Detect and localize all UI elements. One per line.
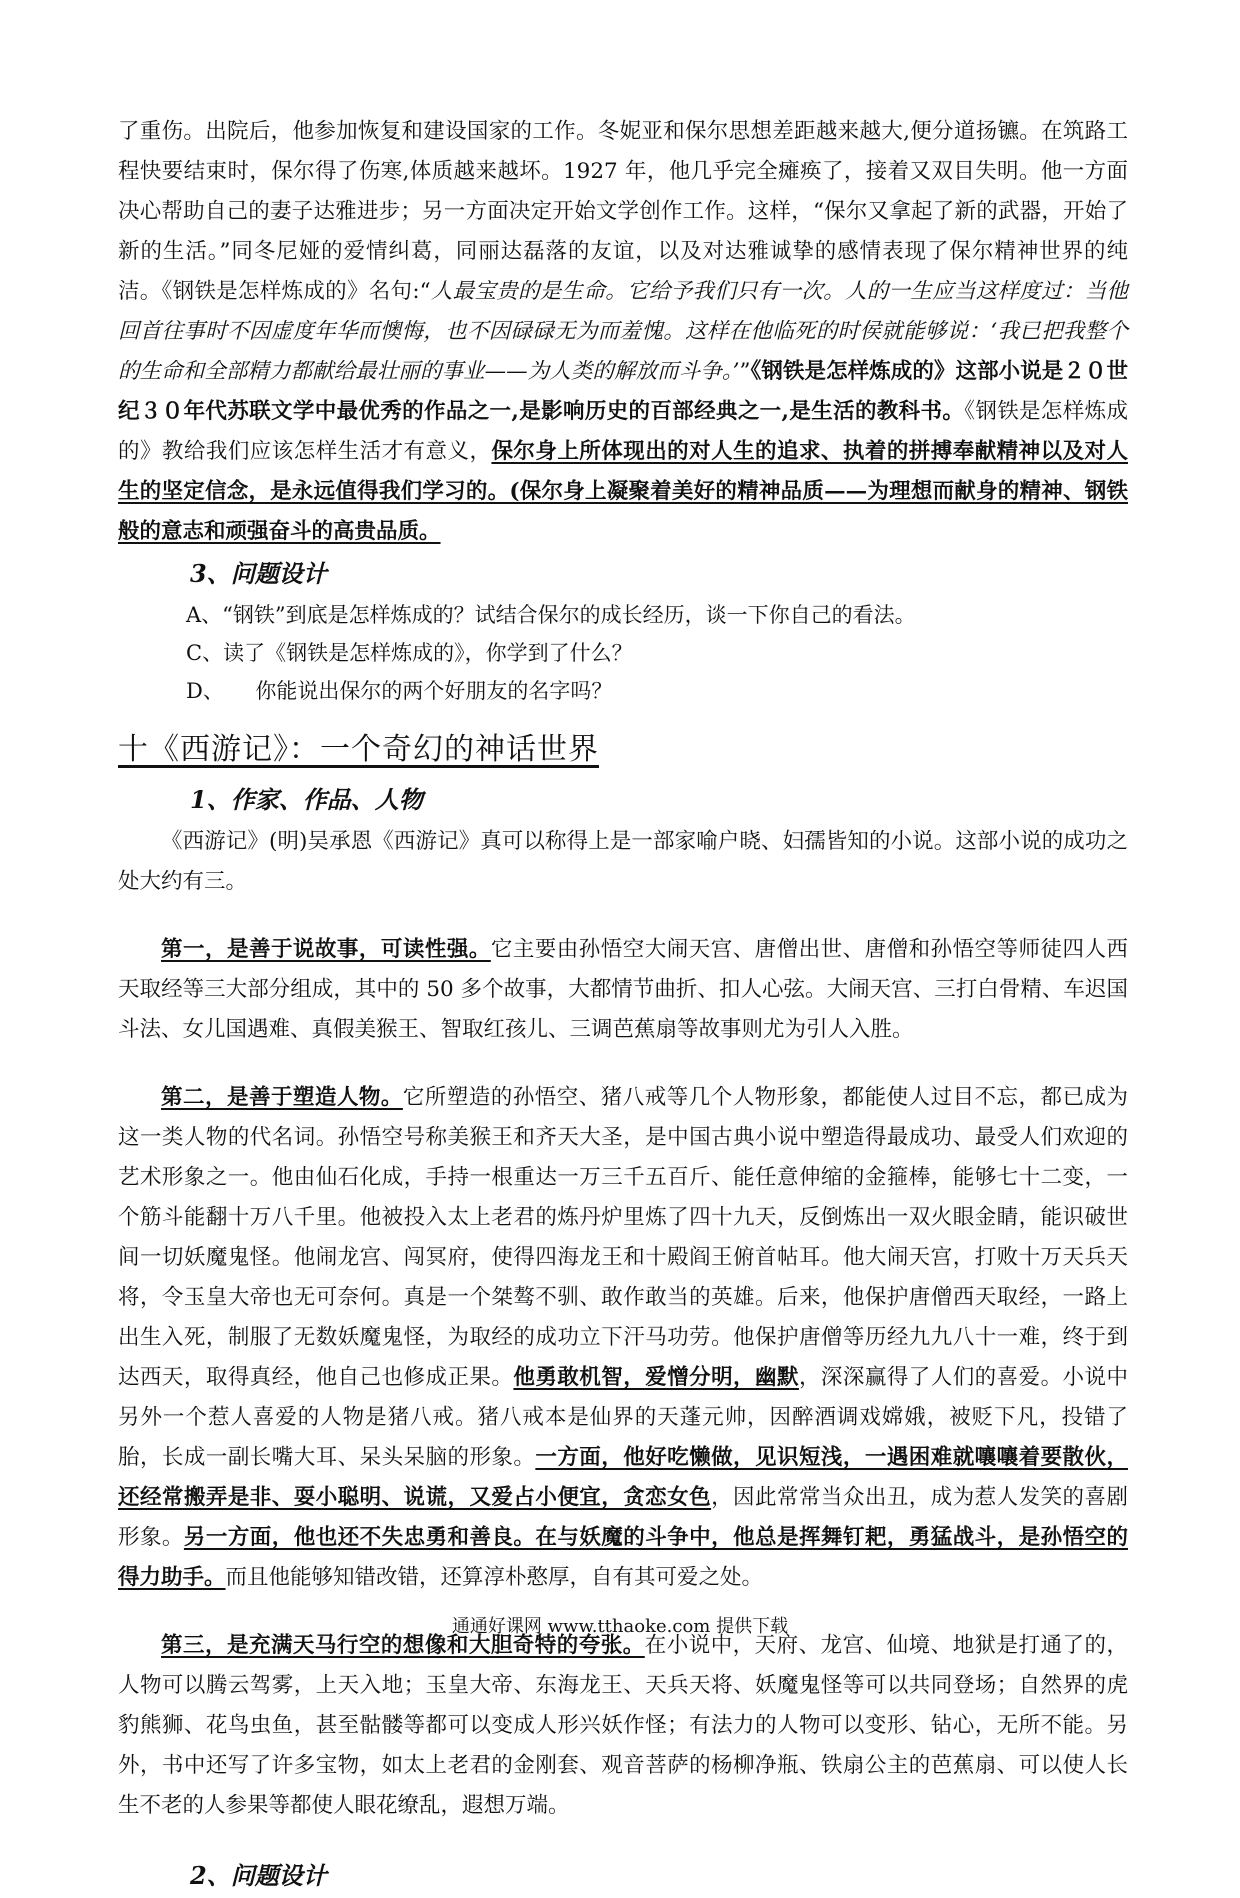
point-two-lead: 第二，是善于塑造人物。 [161, 1085, 403, 1110]
bold-statement: 《钢铁是怎样炼成的》这部小说是２０世纪３０年代苏联文学中最优秀的作品之一,是影响历史的百部经典之一,是生活的教科书。 [118, 359, 1128, 424]
spacer [118, 902, 1128, 930]
point-one-text: 它主要由孙悟空大闹天宫、唐僧出世、唐僧和孙悟空等师徒四人西天取经等三大部分组成，其中的 50 多个故事，大都情节曲折、扣人心弦。大闹天宫、三打白骨精、车迟国斗法、女儿国遇难、真假美猴王、智取红孩儿、三调芭蕉扇等故事则尤为引人入胜。 [118, 937, 1128, 1042]
point-three-text: 在小说中，天府、龙宫、仙境、地狱是打通了的，人物可以腾云驾雾，上天入地；玉皇大帝、东海龙王、天兵天将、妖魔鬼怪等可以共同登场；自然界的虎豹熊狮、花鸟虫鱼，甚至骷髅等都可以变成人形兴妖作怪；有法力的人物可以变形、钻心，无所不能。另外，书中还写了许多宝物，如太上老君的金刚套、观音菩萨的杨柳净瓶、铁扇公主的芭蕉扇、可以使人长生不老的人参果等都使人眼花缭乱，遐想万端。 [118, 1633, 1128, 1818]
point-three-lead: 第三，是充满天马行空的想像和大胆奇特的夸张。 [161, 1633, 645, 1658]
question-item: A、“钢铁”到底是怎样炼成的？试结合保尔的成长经历，谈一下你自己的看法。 [186, 603, 916, 627]
spacer [118, 1826, 1128, 1854]
intro-text-2: 《钢铁是怎样炼成的》教给我们应该怎样生活才有意义， [118, 399, 1128, 464]
chapter-intro-paragraph: 《西游记》(明)吴承恩《西游记》真可以称得上是一部家喻户晓、妇孺皆知的小说。这部小说的成功之处大约有三。 [118, 829, 1128, 894]
section-heading-questions: 3、问题设计 [190, 559, 327, 588]
spacer [118, 1050, 1128, 1078]
point-two-text-2: ，深深赢得了人们的喜爱。小说中另外一个惹人喜爱的人物是猪八戒。猪八戒本是仙界的天蓬元帅，因醉酒调戏嫦娥，被贬下凡，投错了胎，长成一副长嘴大耳、呆头呆脑的形象。 [118, 1365, 1128, 1470]
point-two-paragraph [118, 1078, 1128, 1598]
chapter-title: 十《西游记》：一个奇幻的神话世界 [118, 732, 599, 767]
page-footer: 通通好课网 www.tthaoke.com 提供下载 [451, 1616, 789, 1637]
point-two-text-3: ，因此常常当众出丑，成为惹人发笑的喜剧形象。 [118, 1485, 1128, 1550]
section-heading-author: 1、作家、作品、人物 [190, 785, 423, 814]
point-two-highlight-2: 一方面，他好吃懒做，见识短浅，一遇困难就嚷嚷着要散伙，还经常搬弄是非、耍小聪明、说谎，又爱占小便宜，贪恋女色 [118, 1445, 1128, 1510]
famous-quote: 人最宝贵的是生命。它给予我们只有一次。人的一生应当这样度过：当他回首往事时不因虚度年华而懊悔，也不因碌碌无为而羞愧。这样在他临死的时侯就能够说：‘我已把我整个的生命和全部精力都献给最壮丽的事业——为人类的解放而斗争。’ [118, 279, 1128, 384]
point-three-paragraph [118, 1626, 1128, 1826]
point-two-text-4: 而且他能够知错改错，还算淳朴憨厚，自有其可爱之处。 [225, 1565, 764, 1590]
point-one-lead: 第一，是善于说故事，可读性强。 [161, 937, 491, 962]
quote-close: ” [739, 359, 751, 384]
question-item: D、 你能说出保尔的两个好朋友的名字吗？ [186, 679, 613, 703]
point-two-highlight: 他勇敢机智，爱憎分明，幽默 [513, 1365, 799, 1390]
question-item: C、读了《钢铁是怎样炼成的》，你学到了什么？ [186, 641, 633, 665]
point-two-highlight-3: 另一方面，他也还不失忠勇和善良。在与妖魔的斗争中，他总是挥舞钉耙，勇猛战斗，是孙悟空的得力助手。 [118, 1525, 1128, 1590]
intro-text: 了重伤。出院后，他参加恢复和建设国家的工作。冬妮亚和保尔思想差距越来越大,便分道扬镳。在筑路工程快要结束时，保尔得了伤寒,体质越来越坏。1927 年，他几乎完全瘫痪了，接着又双目失明。他一方面决心帮助自己的妻子达雅进步；另一方面决定开始文学创作工作。这样，“保尔又拿起了新的武器，开始了新的生活。”同冬尼娅的爱情纠葛，同丽达磊落的友谊，以及对达雅诚挚的感情表现了保尔精神世界的纯洁。《钢铁是怎样炼成的》名句:“ [118, 119, 1128, 304]
section-heading-questions-2: 2、问题设计 [190, 1861, 327, 1890]
point-two-text: 它所塑造的孙悟空、猪八戒等几个人物形象，都能使人过目不忘，都已成为这一类人物的代名词。孙悟空号称美猴王和齐天大圣，是中国古典小说中塑造得最成功、最受人们欢迎的艺术形象之一。他由仙石化成，手持一根重达一万三千五百斤、能任意伸缩的金箍棒，能够七十二变，一个筋斗能翻十万八千里。他被投入太上老君的炼丹炉里炼了四十九天，反倒炼出一双火眼金睛，能识破世间一切妖魔鬼怪。他闹龙宫、闯冥府，使得四海龙王和十殿阎王俯首帖耳。他大闹天宫，打败十万天兵天将，令玉皇大帝也无可奈何。真是一个桀骜不驯、敢作敢当的英雄。后来，他保护唐僧西天取经，一路上出生入死，制服了无数妖魔鬼怪，为取经的成功立下汗马功劳。他保护唐僧等历经九九八十一难，终于到达西天，取得真经，他自己也修成正果。 [118, 1085, 1128, 1390]
intro-paragraph [118, 112, 1128, 552]
point-one-paragraph [118, 930, 1128, 1050]
key-point-underlined: 保尔身上所体现出的对人生的追求、执着的拼搏奉献精神以及对人生的坚定信念，是永远值得我们学习的。(保尔身上凝聚着美好的精神品质——为理想而献身的精神、钢铁般的意志和顽强奋斗的高贵品质。 [118, 439, 1128, 544]
